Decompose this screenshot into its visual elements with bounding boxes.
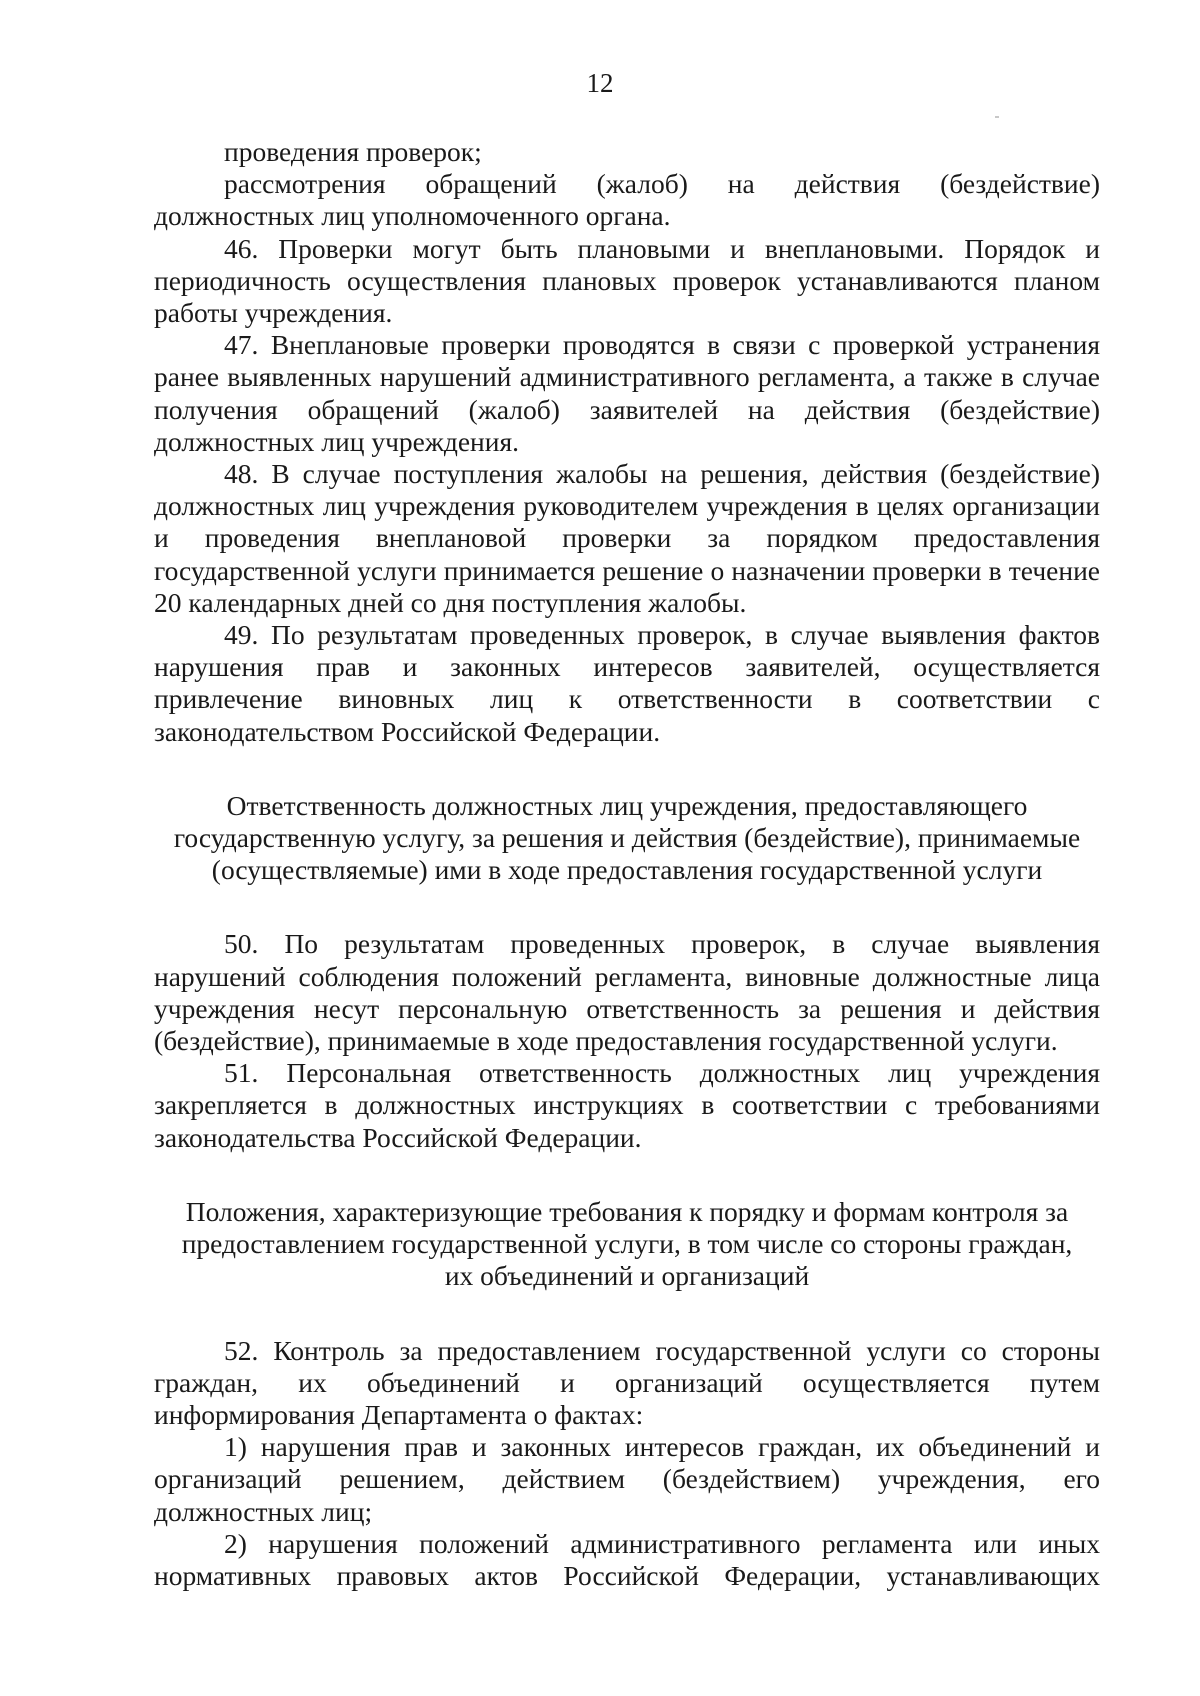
paragraph-52-item-2: 2) нарушения положений административного регламента или иных нормативных правовых актов Российской Федерации, устанавливающих: [154, 1527, 1100, 1591]
paragraph-complaints: рассмотрения обращений (жалоб) на действия (бездействие) должностных лиц уполномоченного органа.: [154, 168, 1100, 232]
paragraph-48: 48. В случае поступления жалобы на решения, действия (бездействие) должностных лиц учреждения руководителем учреждения в целях организации и проведения внеплановой проверки за порядком предоставления государственной услуги принимается решение о назначении проверки в течение 20 календарных дней со дня поступления жалобы.: [154, 458, 1100, 618]
document-body: [154, 136, 1100, 1592]
page-number: 12: [586, 68, 614, 98]
heading-line: Положения, характеризующие требования к порядку и формам контроля за: [185, 1195, 1069, 1227]
paragraph-52-item-1: 1) нарушения прав и законных интересов граждан, их объединений и организаций решением, действием (бездействием) учреждения, его должностных лиц;: [154, 1431, 1100, 1527]
paragraph-49: 49. По результатам проведенных проверок, в случае выявления фактов нарушения прав и законных интересов заявителей, осуществляется привлечение виновных лиц к ответственности в соответствии с законодательством Российской Федерации.: [154, 619, 1100, 747]
heading-line: предоставлением государственной услуги, в том числе со стороны граждан,: [181, 1228, 1073, 1260]
paragraph-continuation: проведения проверок;: [224, 136, 482, 167]
heading-line: Ответственность должностных лиц учреждения, предоставляющего: [226, 789, 1028, 821]
section-heading-control: [154, 1196, 1100, 1293]
paragraph-52: 52. Контроль за предоставлением государственной услуги со стороны граждан, их объединений и организаций осуществляется путем информирования Департамента о фактах:: [154, 1334, 1100, 1430]
paragraph-50: 50. По результатам проведенных проверок, в случае выявления нарушений соблюдения положений регламента, виновные должностные лица учреждения несут персональную ответственность за решения и действия (бездействие), принимаемые в ходе предоставления государственной услуги.: [154, 928, 1100, 1057]
paragraph-46: 46. Проверки могут быть плановыми и внеплановыми. Порядок и периодичность осуществления плановых проверок устанавливаются планом работы учреждения.: [154, 232, 1100, 329]
section-heading-responsibility: [154, 790, 1100, 887]
heading-line: (осуществляемые) ими в ходе предоставления государственной услуги: [211, 854, 1043, 886]
scan-speck: [995, 116, 999, 118]
paragraph-47: 47. Внеплановые проверки проводятся в связи с проверкой устранения ранее выявленных нарушений административного регламента, а также в случае получения обращений (жалоб) заявителей на действия (бездействие) должностных лиц учреждения.: [154, 329, 1100, 457]
paragraph-51: 51. Персональная ответственность должностных лиц учреждения закрепляется в должностных инструкциях в соответствии с требованиями законодательства Российской Федерации.: [154, 1057, 1100, 1153]
heading-line: их объединений и организаций: [444, 1260, 810, 1292]
heading-line: государственную услугу, за решения и действия (бездействие), принимаемые: [173, 822, 1081, 854]
